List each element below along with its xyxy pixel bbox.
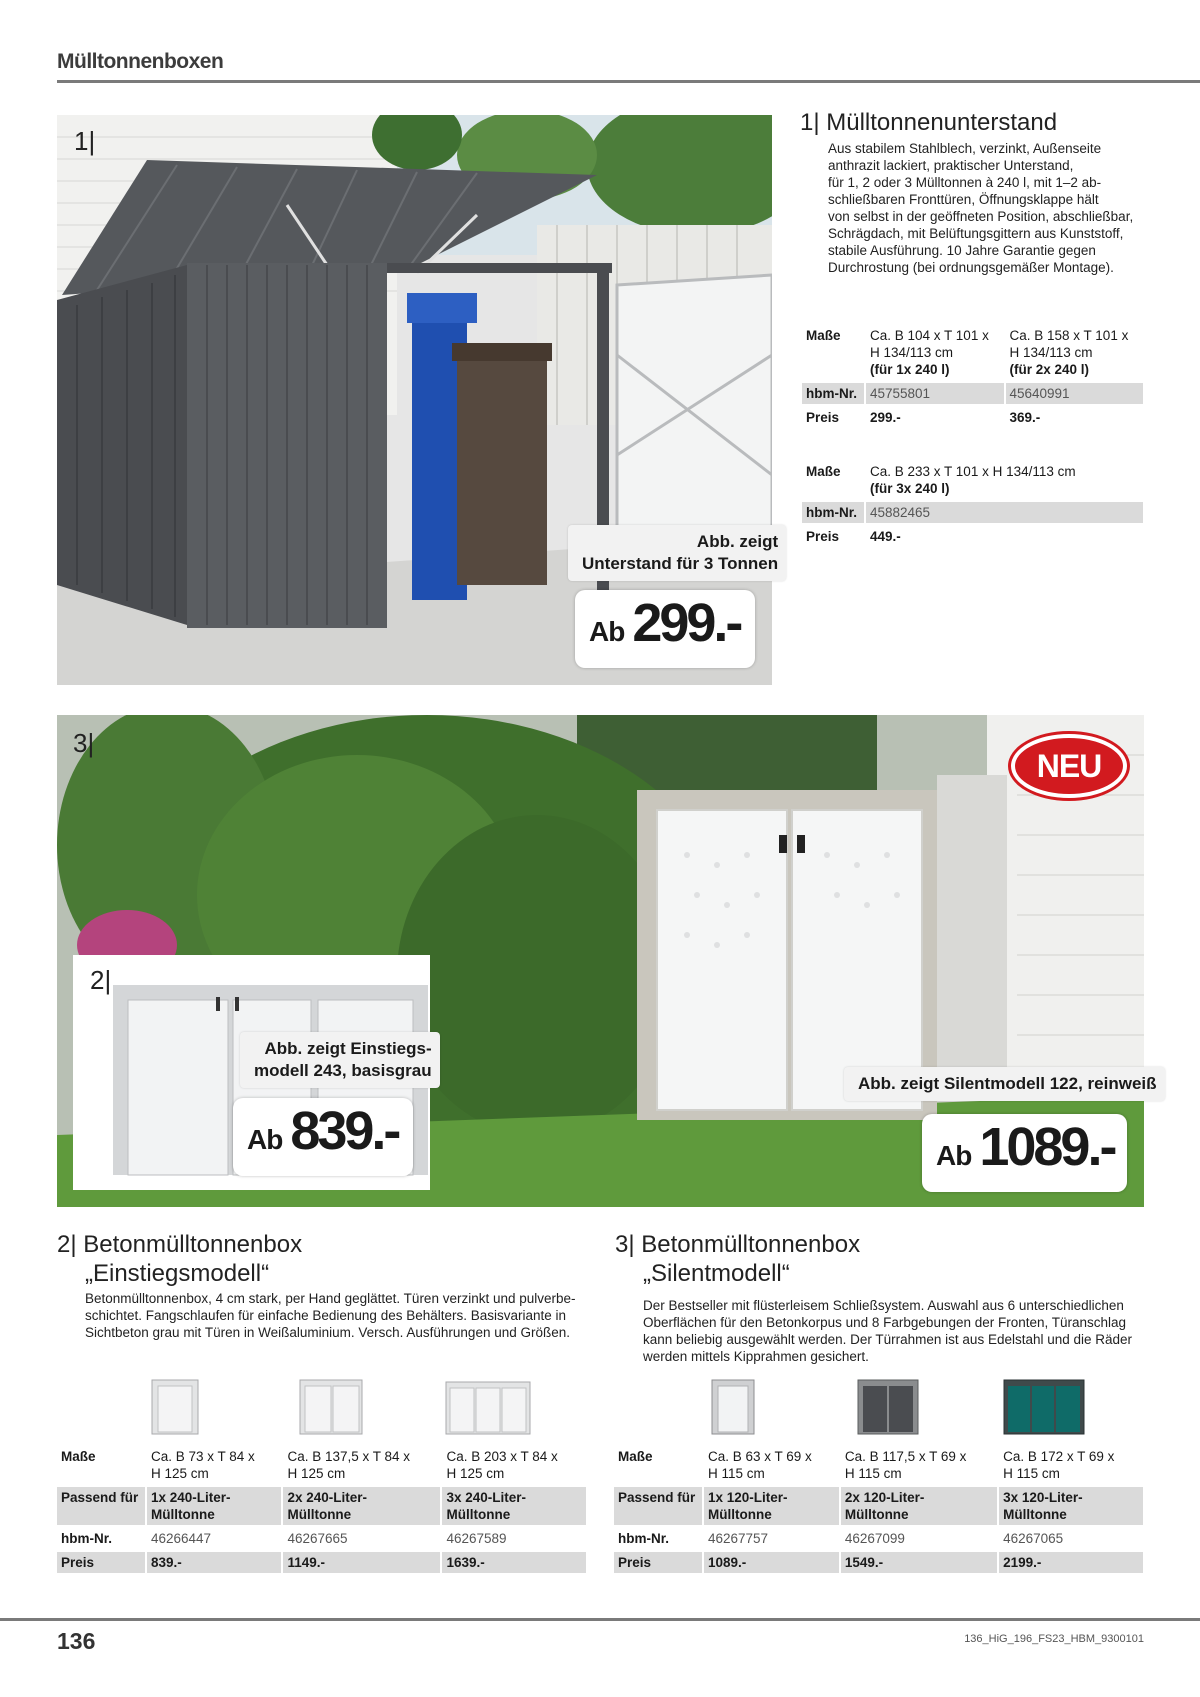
fit-line: 1x 120-Liter- <box>708 1490 788 1505</box>
product2-desc-line: Sichtbeton grau mit Türen in Weißaluminium. Versch. Ausführungen und Größen. <box>85 1325 571 1340</box>
size-line: Ca. B 233 x T 101 x H 134/113 cm <box>870 464 1076 479</box>
footer-divider <box>0 1618 1200 1621</box>
size-line: (für 1x 240 l) <box>870 362 950 377</box>
fit-line: Mülltonne <box>844 1507 909 1522</box>
product3-desc-line: Oberflächen für den Betonkorpus und 8 Farbgebungen der Fronten, Türanschlag <box>643 1315 1127 1330</box>
table-row <box>57 1446 586 1484</box>
product1-desc-line: von selbst in der geöffneten Position, abschließbar, <box>828 209 1134 224</box>
product1-desc-line: Schrägdach, mit Belüftungsgittern aus Kunststoff, <box>828 226 1124 241</box>
product2-desc-line: Betonmülltonnenbox, 4 cm stark, per Hand geglättet. Türen verzinkt und pulverbe- <box>85 1291 576 1306</box>
size-line: Ca. B 137,5 x T 84 x <box>287 1449 411 1464</box>
fit-cell <box>999 1487 1143 1525</box>
article-number: 46266447 <box>151 1531 212 1546</box>
product3-caption-tag: Abb. zeigt Silentmodell 122, reinweiß <box>844 1067 1165 1101</box>
product3-heading-line1: 3| Betonmülltonnenbox <box>615 1231 861 1258</box>
size-line: Ca. B 158 x T 101 x <box>1009 328 1129 343</box>
product1-desc-line: Aus stabilem Stahlblech, verzinkt, Außenseite <box>828 141 1102 156</box>
table-row <box>57 1552 586 1573</box>
table-row <box>57 1487 586 1525</box>
product1-caption-line2: Unterstand für 3 Tonnen <box>582 554 779 573</box>
table-row <box>802 407 1143 428</box>
price-cell: 2199.- <box>999 1552 1143 1573</box>
header-divider <box>57 80 1200 83</box>
product3-thumb-2 <box>856 1378 920 1436</box>
size-line: H 115 cm <box>1003 1466 1060 1481</box>
product3-description <box>643 1297 1163 1365</box>
size-cell <box>866 325 1004 380</box>
article-number: 46267065 <box>1003 1531 1064 1546</box>
size-cell <box>1006 325 1144 380</box>
label-nr: hbm-Nr. <box>61 1531 113 1546</box>
size-line: Ca. B 73 x T 84 x <box>151 1449 255 1464</box>
product2-price-value: 839.- <box>290 1101 399 1161</box>
price-prefix: Ab <box>247 1124 283 1155</box>
product1-price-value: 299.- <box>632 593 741 653</box>
size-line: Ca. B 117,5 x T 69 x <box>844 1449 967 1464</box>
product2-heading <box>57 1230 302 1288</box>
size-line: H 115 cm <box>844 1466 902 1481</box>
label-fit: Passend für <box>614 1487 702 1525</box>
product3-desc-line: kann beliebig ausgewählt werden. Der Türrahmen ist aus Edelstahl und die Räder <box>643 1332 1133 1347</box>
product1-desc-line: für 1, 2 oder 3 Mülltonnen à 240 l, mit 1–2 ab- <box>828 175 1102 190</box>
fit-cell <box>704 1487 839 1525</box>
product2-photo-label: 2| <box>90 965 112 995</box>
label-size: Maße <box>806 328 841 343</box>
product3-price-badge <box>922 1114 1127 1192</box>
size-line: Ca. B 203 x T 84 x <box>446 1449 558 1464</box>
price-cell: 839.- <box>147 1552 281 1573</box>
article-number: 45755801 <box>866 383 1004 404</box>
product2-caption-tag <box>240 1032 440 1088</box>
product2-price-badge <box>233 1098 413 1176</box>
fit-line: Mülltonne <box>446 1507 511 1522</box>
size-line: H 115 cm <box>708 1466 765 1481</box>
article-number: 45882465 <box>866 502 1143 523</box>
product2-caption-line1: Abb. zeigt Einstiegs- <box>264 1039 432 1058</box>
price-cell: 1639.- <box>442 1552 586 1573</box>
label-size: Maße <box>61 1449 96 1464</box>
table-row <box>57 1528 586 1549</box>
product1-price-badge <box>575 590 755 668</box>
product2-description <box>85 1290 595 1341</box>
article-number: 46267589 <box>446 1531 507 1546</box>
product1-desc-line: Durchrostung (bei ordnungsgemäßer Montage). <box>828 260 1114 275</box>
fit-line: Mülltonne <box>708 1507 772 1522</box>
product3-thumb-1 <box>710 1378 756 1436</box>
price-cell: 369.- <box>1009 410 1041 425</box>
page-number: 136 <box>57 1628 96 1654</box>
product1-caption-line1: Abb. zeigt <box>696 532 779 551</box>
table-row <box>614 1487 1143 1525</box>
label-size: Maße <box>806 464 841 479</box>
size-line: Ca. B 104 x T 101 x <box>870 328 989 343</box>
table-row <box>802 325 1143 380</box>
product2-heading-line2: „Einstiegsmodell“ <box>85 1260 270 1287</box>
size-line: Ca. B 172 x T 69 x <box>1003 1449 1115 1464</box>
product1-caption-tag <box>568 525 786 581</box>
price-cell: 1549.- <box>841 1552 997 1573</box>
label-price: Preis <box>806 529 840 544</box>
product3-heading-line2: „Silentmodell“ <box>643 1260 790 1287</box>
product3-desc-line: Der Bestseller mit flüsterleisem Schließsystem. Auswahl aus 6 unterschiedlichen <box>643 1298 1124 1313</box>
label-price: Preis <box>614 1552 702 1573</box>
size-line: H 134/113 cm <box>1009 345 1093 360</box>
fit-line: 2x 240-Liter- <box>287 1490 367 1505</box>
size-cell <box>999 1446 1143 1484</box>
price-cell: 299.- <box>870 410 901 425</box>
product1-desc-line: anthrazit lackiert, praktischer Unterstand, <box>828 158 1074 173</box>
size-cell <box>866 461 1143 499</box>
section-title: Mülltonnenboxen <box>57 50 224 73</box>
product2-spec-table <box>55 1443 588 1576</box>
product1-desc-line: schließbaren Fronttüren, Öffnungsklappe hält <box>828 192 1099 207</box>
label-nr: hbm-Nr. <box>802 502 864 523</box>
job-code: 136_HiG_196_FS23_HBM_9300101 <box>964 1633 1144 1645</box>
fit-line: Mülltonne <box>287 1507 352 1522</box>
size-line: (für 2x 240 l) <box>1009 362 1090 377</box>
fit-line: Mülltonne <box>151 1507 215 1522</box>
fit-cell <box>841 1487 997 1525</box>
label-size: Maße <box>618 1449 653 1464</box>
price-prefix: Ab <box>936 1140 972 1171</box>
size-cell <box>147 1446 281 1484</box>
label-nr: hbm-Nr. <box>802 383 864 404</box>
fit-cell <box>283 1487 440 1525</box>
price-prefix: Ab <box>589 616 625 647</box>
product1-spec-table-b <box>800 458 1145 550</box>
product1-photo-label: 1| <box>74 126 96 156</box>
article-number: 46267757 <box>708 1531 769 1546</box>
product1-description <box>828 140 1158 276</box>
product1-desc-line: stabile Ausführung. 10 Jahre Garantie gegen <box>828 243 1096 258</box>
product3-photo-label: 3| <box>73 728 95 758</box>
size-line: Ca. B 63 x T 69 x <box>708 1449 812 1464</box>
size-cell <box>442 1446 586 1484</box>
product2-thumb-3 <box>444 1380 532 1436</box>
product3-heading <box>615 1230 860 1288</box>
fit-line: 1x 240-Liter- <box>151 1490 231 1505</box>
fit-line: 3x 240-Liter- <box>446 1490 527 1505</box>
label-fit: Passend für <box>57 1487 145 1525</box>
label-price: Preis <box>806 410 840 425</box>
new-badge: NEU <box>1011 734 1127 798</box>
price-cell: 449.- <box>870 529 901 544</box>
size-cell <box>283 1446 440 1484</box>
price-cell: 1089.- <box>704 1552 839 1573</box>
product1-spec-table-a <box>800 322 1145 431</box>
table-row <box>802 502 1143 523</box>
table-row <box>802 383 1143 404</box>
product3-thumb-3 <box>1002 1378 1086 1436</box>
size-line: (für 3x 240 l) <box>870 481 950 496</box>
product2-heading-line1: 2| Betonmülltonnenbox <box>57 1231 303 1258</box>
fit-line: 2x 120-Liter- <box>844 1490 925 1505</box>
fit-cell <box>442 1487 586 1525</box>
product2-thumb-1 <box>150 1378 202 1436</box>
table-row <box>802 526 1143 547</box>
size-cell <box>704 1446 839 1484</box>
label-nr: hbm-Nr. <box>618 1531 670 1546</box>
product3-price-value: 1089.- <box>979 1117 1115 1177</box>
product2-desc-line: schichtet. Fangschlaufen für einfache Bedienung des Behälters. Basisvariante in <box>85 1308 567 1323</box>
table-row <box>614 1446 1143 1484</box>
fit-cell <box>147 1487 281 1525</box>
product3-desc-line: werden mittels Kipprahmen gesichert. <box>643 1349 869 1364</box>
product1-heading: 1| Mülltonnenunterstand <box>800 109 1058 136</box>
article-number: 46267099 <box>844 1531 905 1546</box>
price-cell: 1149.- <box>283 1552 440 1573</box>
fit-line: 3x 120-Liter- <box>1003 1490 1083 1505</box>
fit-line: Mülltonne <box>1003 1507 1067 1522</box>
product2-caption-line2: modell 243, basisgrau <box>254 1061 432 1080</box>
size-line: H 125 cm <box>151 1466 209 1481</box>
table-row <box>614 1528 1143 1549</box>
article-number: 46267665 <box>287 1531 348 1546</box>
table-row <box>802 461 1143 499</box>
size-line: H 125 cm <box>287 1466 346 1481</box>
size-cell <box>841 1446 997 1484</box>
product2-thumb-2 <box>298 1378 364 1436</box>
article-number: 45640991 <box>1006 383 1144 404</box>
table-row <box>614 1552 1143 1573</box>
product3-spec-table <box>612 1443 1145 1576</box>
size-line: H 134/113 cm <box>870 345 954 360</box>
label-price: Preis <box>57 1552 145 1573</box>
size-line: H 125 cm <box>446 1466 505 1481</box>
